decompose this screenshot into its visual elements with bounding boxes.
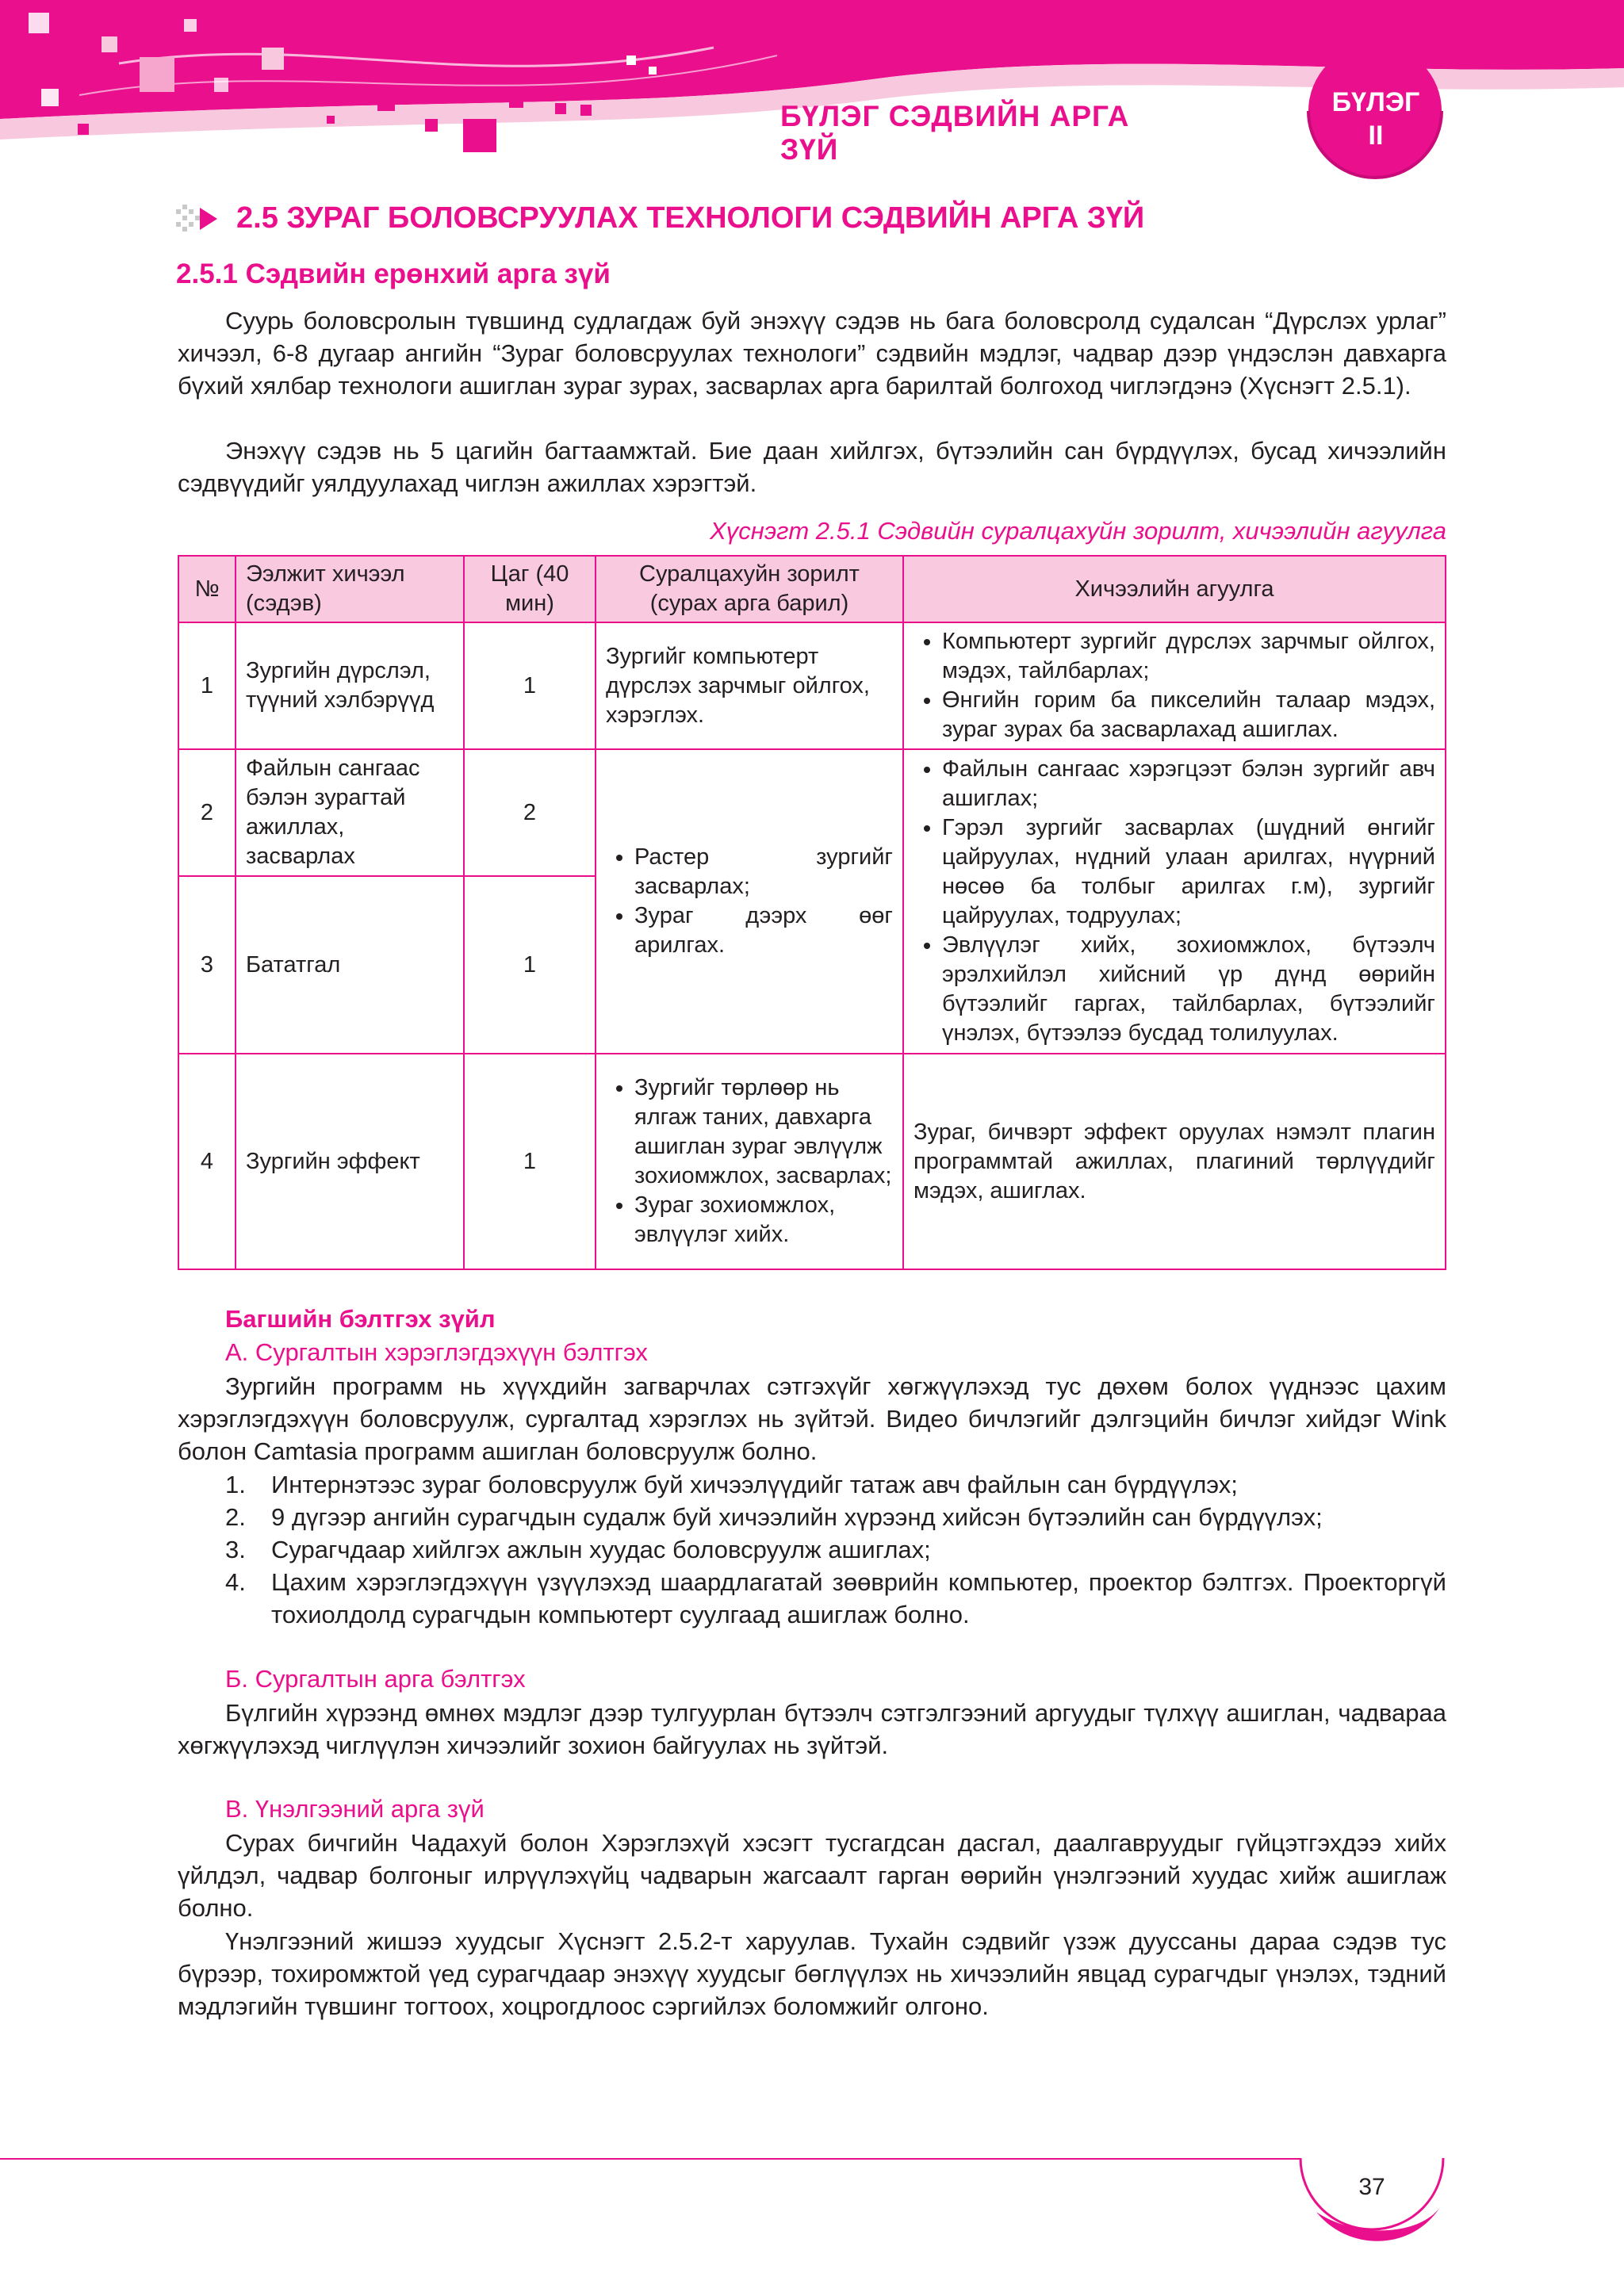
- row-lesson: Зургийн эффект: [236, 1054, 464, 1269]
- col-header-hours: Цаг (40 мин): [464, 556, 596, 622]
- list-item: • Зургийг төрлөөр нь ялгаж таних, давхарга ашиглан зураг эвлүүлж зохиомжлох, засварлах;: [634, 1073, 893, 1191]
- page-number: 37: [1358, 2174, 1385, 2200]
- materials-list: [225, 1468, 1446, 1631]
- section-heading: [176, 201, 1144, 235]
- footer-rule: [0, 2158, 1300, 2160]
- list-number: 4.: [225, 1568, 246, 1596]
- row-hours: 1: [464, 622, 596, 749]
- table-row: [178, 749, 1446, 876]
- list-item: [225, 1501, 1446, 1533]
- row-objective: [596, 749, 903, 1054]
- list-item: • Зураг дээрх өөг арилгах.: [634, 901, 893, 960]
- chapter-badge: [1310, 86, 1442, 152]
- row-hours: 1: [464, 876, 596, 1054]
- row-hours: 1: [464, 1054, 596, 1269]
- list-item: • Өнгийн горим ба пикселийн талаар мэдэх, зураг зурах ба засварлахад ашиглах.: [942, 686, 1435, 744]
- row-hours: 2: [464, 749, 596, 876]
- list-item: • Файлын сангаас хэрэгцээт бэлэн зургийг авч ашиглах;: [942, 755, 1435, 813]
- arrow-bullet-icon: [176, 205, 219, 233]
- col-header-num: №: [178, 556, 236, 622]
- intro-paragraph-2: Энэхүү сэдэв нь 5 цагийн багтаамжтай. Бие даан хийлгэх, бүтээлийн сан бүрдүүлэх, бусад хичээлийн сэдвүүдийг уялдуулахад чиглэн ажиллах хэрэгтэй.: [178, 437, 1446, 497]
- list-text: Интернэтээс зураг боловсруулж буй хичээлүүдийг татаж авч файлын сан бүрдүүлэх;: [271, 1471, 1238, 1498]
- list-item: [225, 1533, 1446, 1566]
- assessment-paragraph-2: Үнэлгээний жишээ хуудсыг Хүснэгт 2.5.2-т харуулав. Тухайн сэдвийг үзэж дууссаны дараа сэдэв тус бүрээр, тохиромжтой үед сурагчдаар энэхүү хуудсыг бөглүүлэх нь хичээлийн явцад сурагчдыг үнэлэх, тэдний мэдлэгийн түвшинг тогтоох, хоцрогдлоос сэргийлэх боломжийг олгоно.: [178, 1927, 1446, 2020]
- row-lesson: Зургийн дүрслэл, түүний хэлбэрүүд: [236, 622, 464, 749]
- row-lesson: Бататгал: [236, 876, 464, 1054]
- list-item: • Компьютерт зургийг дүрслэх зарчмыг ойлгох, мэдэх, тайлбарлах;: [942, 627, 1435, 686]
- row-content: [903, 622, 1446, 749]
- list-number: 3.: [225, 1536, 246, 1563]
- list-item: • Гэрэл зургийг засварлах (шүдний өнгийг цайруулах, нүдний улаан арилгах, нүүрний нөсөө ба толбыг арилгах г.м), зургийг цайруулах, тодруулах;: [942, 813, 1435, 931]
- row-objective: Зургийг компьютерт дүрслэх зарчмыг ойлгох, хэрэглэх.: [596, 622, 903, 749]
- list-item: • Зураг зохиомжлох, эвлүүлэг хийх.: [634, 1191, 893, 1249]
- row-objective: [596, 1054, 903, 1269]
- section-heading-text: 2.5 ЗУРАГ БОЛОВСРУУЛАХ ТЕХНОЛОГИ СЭДВИЙН АРГА ЗҮЙ: [236, 201, 1145, 235]
- method-paragraph: Бүлгийн хүрээнд өмнөх мэдлэг дээр тулгуурлан бүтээлч сэтгэлгээний аргуудыг түлхүү ашиглан, чадвараа хөгжүүлэхэд чиглүүлэн хичээлийг зохион байгуулах нь зүйтэй.: [178, 1699, 1446, 1759]
- table-row: [178, 1054, 1446, 1269]
- row-content: Зураг, бичвэрт эффект оруулах нэмэлт плагин программтай ажиллах, плагиний төрлүүдийг мэдэх, ашиглах.: [903, 1054, 1446, 1269]
- list-text: Сурагчдаар хийлгэх ажлын хуудас боловсруулж ашиглах;: [271, 1536, 931, 1563]
- subsection-heading: 2.5.1 Сэдвийн ерөнхий арга зүй: [176, 258, 611, 289]
- teacher-prep-heading: Багшийн бэлтгэх зүйл: [225, 1305, 496, 1333]
- chapter-number: II: [1368, 121, 1384, 151]
- row-content: [903, 749, 1446, 1054]
- table-caption: Хүснэгт 2.5.1 Сэдвийн суралцахуйн зорилт, хичээлийн агуулга: [710, 517, 1446, 545]
- list-item: [225, 1566, 1446, 1631]
- method-heading: Б. Сургалтын арга бэлтгэх: [225, 1665, 526, 1693]
- list-number: 2.: [225, 1503, 246, 1531]
- assessment-heading: В. Үнэлгээний арга зүй: [225, 1795, 485, 1823]
- col-header-lesson: Ээлжит хичээл (сэдэв): [236, 556, 464, 622]
- running-title: БҮЛЭГ СЭДВИЙН АРГА ЗҮЙ: [780, 100, 1130, 166]
- chapter-label: БҮЛЭГ: [1331, 87, 1420, 117]
- list-item: • Эвлүүлэг хийх, зохиомжлох, бүтээлч эрэлхийлэл хийсний үр дүнд өөрийн бүтээлийг гаргах, тайлбарлах, бүтээлийг үнэлэх, бүтээлээ бусдад толилуулах.: [942, 931, 1435, 1048]
- list-number: 1.: [225, 1471, 246, 1498]
- materials-heading: А. Сургалтын хэрэглэгдэхүүн бэлтгэх: [225, 1338, 648, 1366]
- materials-paragraph: Зургийн программ нь хүүхдийн загварчлах сэтгэхүйг хөгжүүлэхэд тус дөхөм болох үүднээс цахим хэрэглэгдэхүүн боловсруулж, сургалтад хэрэглэх нь зүйтэй. Видео бичлэгийг дэлгэцийн бичлэг хийдэг Wink болон Camtasia программ ашиглан боловсруулж болно.: [178, 1372, 1446, 1465]
- col-header-content: Хичээлийн агуулга: [903, 556, 1446, 622]
- list-text: 9 дүгээр ангийн сурагчдын судалж буй хичээлийн хүрээнд хийсэн бүтээлийн сан бүрдүүлэх;: [271, 1503, 1323, 1531]
- assessment-paragraph-1: Сурах бичгийн Чадахуй болон Хэрэглэхүй хэсэгт тусгагдсан дасгал, даалгавруудыг гүйцэтгэхдээ хийх үйлдэл, чадвар болгоныг илрүүлэхүйц чадварын жагсаалт гарган өөрийн үнэлгээний хуудас хийж ашиглаж болно.: [178, 1829, 1446, 1922]
- table-header-row: [178, 556, 1446, 622]
- row-num: 2: [178, 749, 236, 876]
- objectives-table: [178, 555, 1446, 1270]
- col-header-objective: Суралцахуйн зорилт (сурах арга барил): [596, 556, 903, 622]
- intro-paragraph-1: Суурь боловсролын түвшинд судлагдаж буй энэхүү сэдэв нь бага боловсролд судалсан “Дүрслэх урлаг” хичээл, 6-8 дугаар ангийн “Зураг боловсруулах технологи” сэдвийн мэдлэг, чадвар дээр үндэслэн давхарга бүхий хялбар технологи ашиглан зураг зурах, засварлах арга барилтай болгоход чиглэгдэнэ (Хүснэгт 2.5.1).: [178, 307, 1446, 400]
- list-item: • Растер зургийг засварлах;: [634, 843, 893, 901]
- list-text: Цахим хэрэглэгдэхүүн үзүүлэхэд шаардлагатай зөөврийн компьютер, проектор бэлтгэх. Проекторгүй тохиолдолд сурагчдын компьютерт суулгаад ашиглаж болно.: [271, 1568, 1446, 1628]
- row-num: 4: [178, 1054, 236, 1269]
- table-row: [178, 622, 1446, 749]
- row-num: 3: [178, 876, 236, 1054]
- row-num: 1: [178, 622, 236, 749]
- list-item: [225, 1468, 1446, 1501]
- row-lesson: Файлын сангаас бэлэн зурагтай ажиллах, засварлах: [236, 749, 464, 876]
